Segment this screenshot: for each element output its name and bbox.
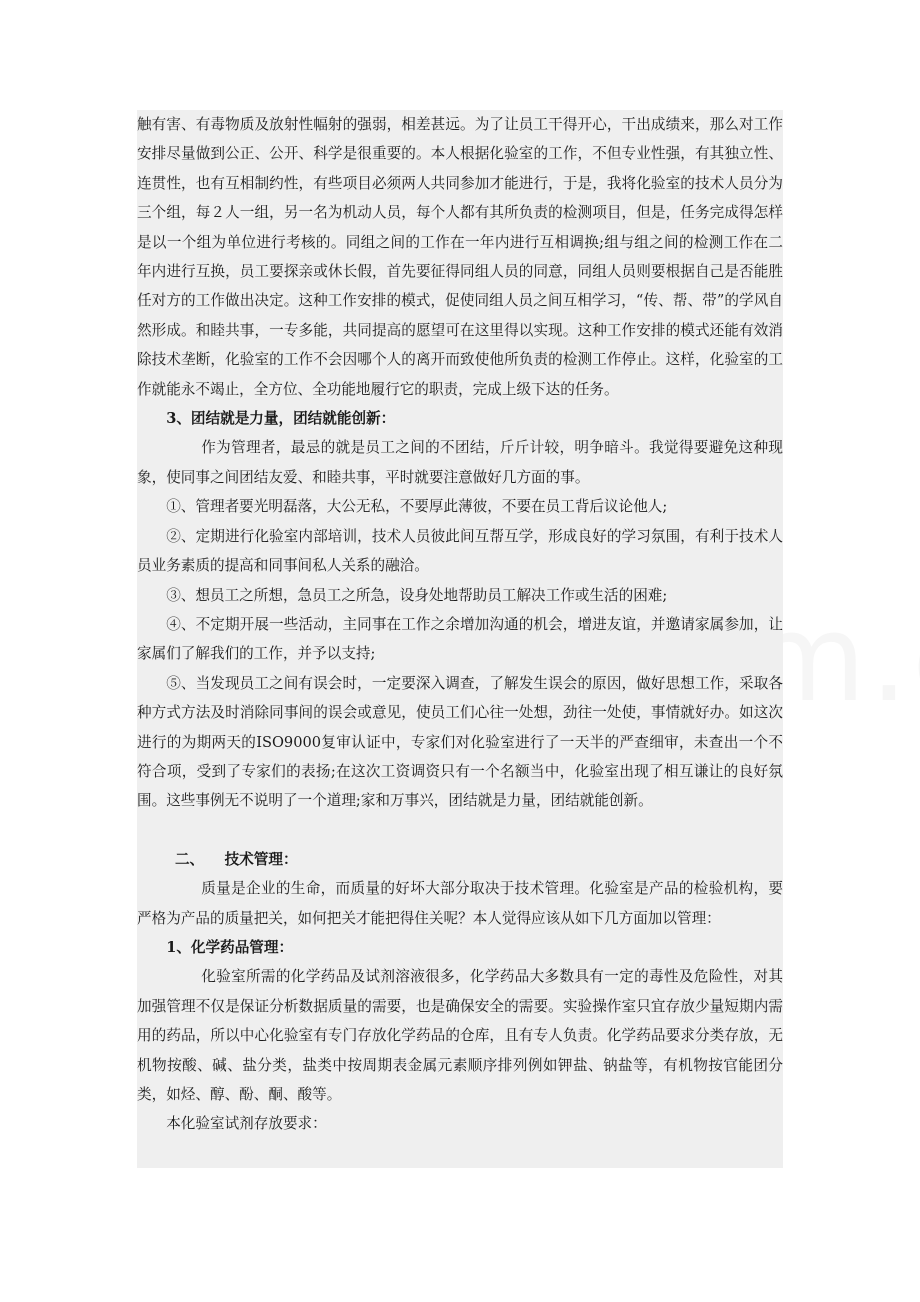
document-page: [137, 110, 783, 1168]
section-title: 技术管理：: [224, 850, 298, 868]
heading-unity: 3、团结就是力量，团结就能创新：: [166, 410, 396, 428]
section-heading-technical: [137, 845, 783, 874]
paragraph-quality: 质量是企业的生命，而质量的好坏大部分取决于技术管理。化验室是产品的检验机构，要严格为产品的质量把关，如何把关才能把得住关呢？本人觉得应该从如下几方面加以管理：: [137, 880, 783, 927]
paragraph-work-arrangement: 触有害、有毒物质及放射性幅射的强弱，相差甚远。为了让员工干得开心，干出成绩来，那么对工作安排尽量做到公正、公开、科学是很重要的。本人根据化验室的工作，不但专业性强，有其独立性、连贯性，也有互相制约性，有些项目必须两人共同参加才能进行，于是，我将化验室的技术人员分为三个组，每２人一组，另一名为机动人员，每个人都有其所负责的检测项目，但是，任务完成得怎样是以一个组为单位进行考核的。同组之间的工作在一年内进行互相调换;组与组之间的检测工作在二年内进行互换，员工要探亲或休长假，首先要征得同组人员的同意，同组人员则要根据自己是否能胜任对方的工作做出决定。这种工作安排的模式，促使同组人员之间互相学习，“传、帮、带”的学风自然形成。和睦共事，一专多能，共同提高的愿望可在这里得以实现。这种工作安排的模式还能有效消除技术垄断，化验室的工作不会因哪个人的离开而致使他所负责的检测工作停止。这样，化验室的工作就能永不竭止，全方位、全功能地履行它的职责，完成上级下达的任务。: [137, 116, 783, 398]
paragraph-manager: 作为管理者，最忌的就是员工之间的不团结，斤斤计较，明争暗斗。我觉得要避免这种现象，使同事之间团结友爱、和睦共事，平时就要注意做好几方面的事。: [137, 439, 783, 486]
paragraph-chemicals: 化验室所需的化学药品及试剂溶液很多，化学药品大多数具有一定的毒性及危险性，对其加强管理不仅是保证分析数据质量的需要，也是确保安全的需要。实验操作室只宜存放少量短期内需用的药品，所以中心化验室有专门存放化学药品的仓库，且有专人负责。化学药品要求分类存放，无机物按酸、碱、盐分类，盐类中按周期表金属元素顺序排列例如钾盐、钠盐等，有机物按官能团分类，如烃、醇、酚、酮、酸等。: [137, 968, 783, 1103]
list-item-4: ④、不定期开展一些活动，主同事在工作之余增加沟通的机会，增进友谊，并邀请家属参加，让家属们了解我们的工作，并予以支持;: [137, 615, 783, 663]
section-gap: [137, 816, 783, 845]
list-item-1: ①、管理者要光明磊落，大公无私，不要厚此薄彼，不要在员工背后议论他人;: [166, 498, 668, 516]
section-number: 二、: [174, 850, 205, 868]
paragraph-storage: 本化验室试剂存放要求：: [166, 1115, 327, 1133]
list-item-3: ③、想员工之所想，急员工之所急，设身处地帮助员工解决工作或生活的困难;: [166, 586, 668, 604]
heading-chemicals: 1、化学药品管理：: [166, 938, 294, 956]
list-item-5: ⑤、当发现员工之间有误会时，一定要深入调查，了解发生误会的原因，做好思想工作，采取各种方式方法及时消除同事间的误会或意见，使员工们心往一处想，劲往一处使，事情就好办。如这次进行的为期两天的ISO9000复审认证中，专家们对化验室进行了一天半的严查细审，未查出一个不符合项，受到了专家们的表扬;在这次工资调资只有一个名额当中，化验室出现了相互谦让的良好氛围。这些事例无不说明了一个道理;家和万事兴，团结就是力量，团结就能创新。: [137, 674, 783, 810]
list-item-2: ②、定期进行化验室内部培训，技术人员彼此间互帮互学，形成良好的学习氛围，有利于技术人员业务素质的提高和同事间私人关系的融洽。: [137, 527, 783, 575]
